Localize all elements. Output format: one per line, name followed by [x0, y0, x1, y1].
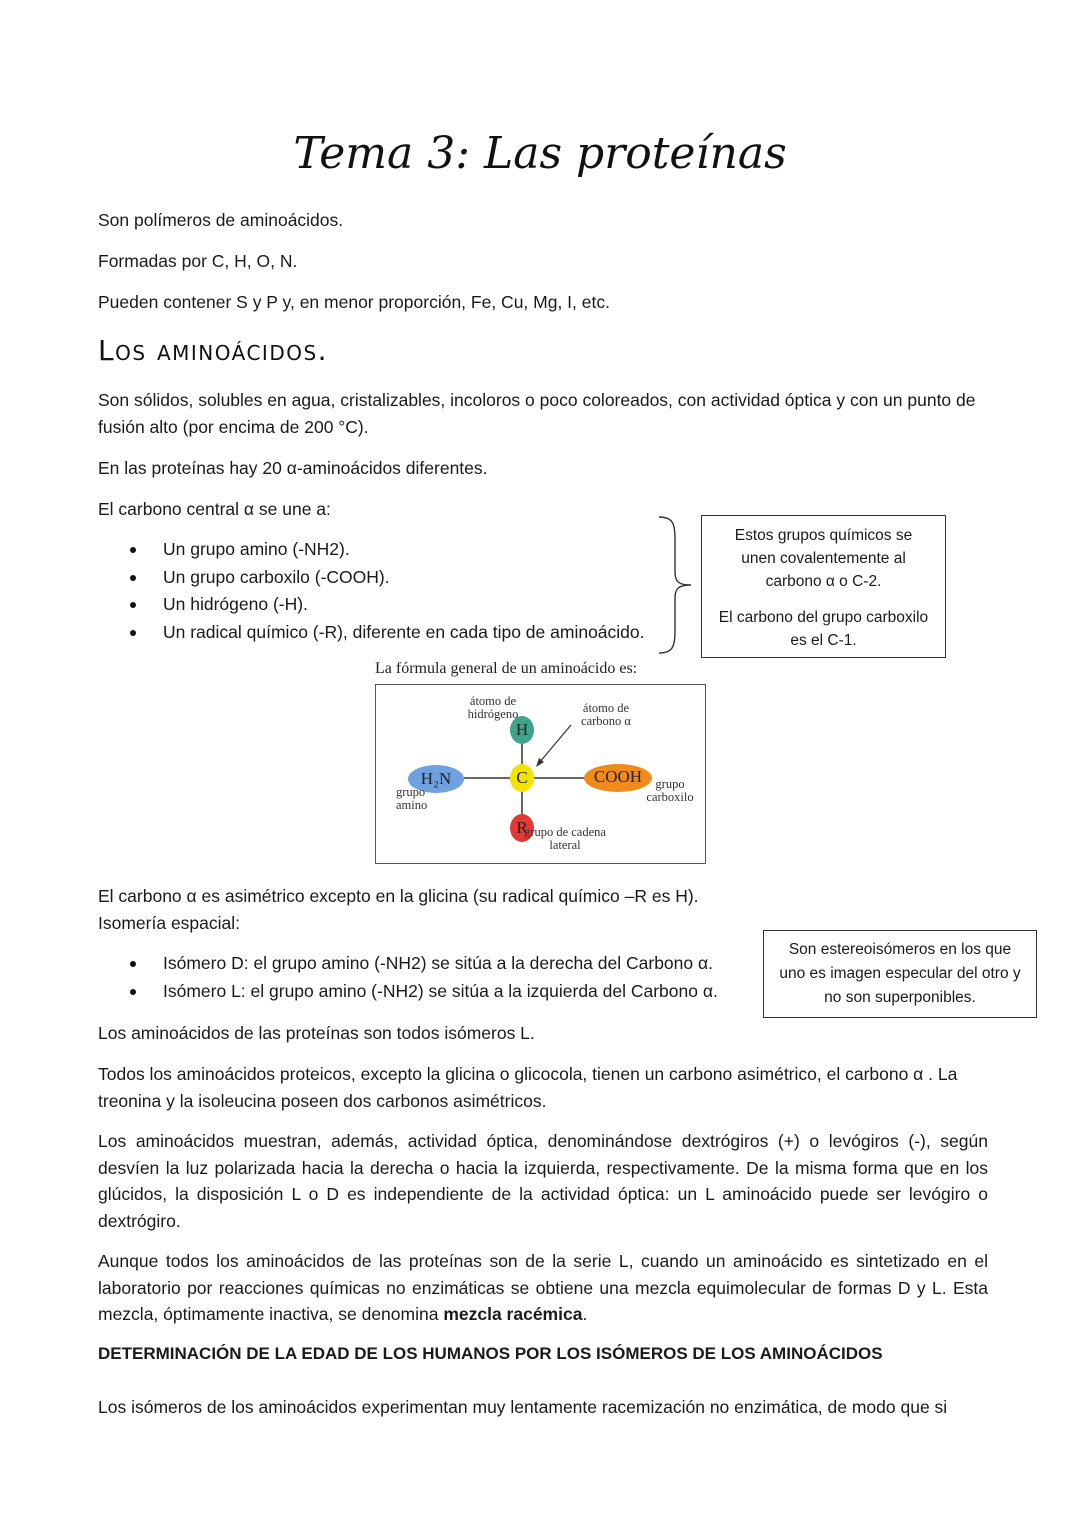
node-cooh-label: COOH [593, 767, 643, 786]
note-box-stereoisomers: Son estereoisómeros en los que uno es imagen especular del otro y no son superponibles. [763, 930, 1037, 1018]
list-item: Un radical químico (-R), diferente en cada tipo de aminoácido. [130, 619, 645, 647]
isomeria-paragraph-1: El carbono α es asimétrico excepto en la glicina (su radical químico –R es H). [98, 886, 699, 906]
intro-line-2: Formadas por C, H, O, N. [98, 251, 298, 271]
aminoacidos-paragraph-3: El carbono central α se une a: [98, 499, 331, 519]
section-heading-aminoacidos: Los aminoácidos. [98, 334, 329, 367]
note-text: El carbono del grupo carboxilo es el C-1. [718, 609, 929, 649]
intro-line-1: Son polímeros de aminoácidos. [98, 210, 344, 230]
list-item: Isómero D: el grupo amino (-NH2) se sitúa a la derecha del Carbono α. [130, 950, 718, 978]
curly-brace-icon [655, 514, 697, 656]
list-item: Isómero L: el grupo amino (-NH2) se sitúa a la izquierda del Carbono α. [130, 978, 718, 1006]
paragraph-text: . [582, 1304, 588, 1324]
node-c-label: C [516, 768, 528, 787]
node-r-label: R [516, 818, 528, 837]
label-carboxyl-group: grupo carboxilo [646, 777, 694, 804]
determinacion-heading: DETERMINACIÓN DE LA EDAD DE LOS HUMANOS POR LOS ISÓMEROS DE LOS AMINOÁCIDOS [98, 1344, 883, 1363]
isomeria-paragraph-5: Los aminoácidos muestran, además, actividad óptica, denominándose dextrógiros (+) o levógiros (-), según desvíen la luz polarizada hacia la derecha o hacia la izquierda, respectivamente. De la misma forma que en los glúcidos, la disposición L o D es independiente de la actividad óptica: un L aminoácido puede ser levógiro o dextrógiro. [98, 1131, 988, 1231]
note-text: Estos grupos químicos se unen covalentemente al carbono α o C-2. [734, 527, 913, 590]
intro-line-3: Pueden contener S y P y, en menor proporción, Fe, Cu, Mg, I, etc. [98, 292, 610, 312]
carbon-bonds-list [130, 536, 645, 646]
aminoacidos-paragraph-2: En las proteínas hay 20 α-aminoácidos diferentes. [98, 458, 488, 478]
isomeria-paragraph-6 [98, 1248, 988, 1328]
label-side-chain: grupo de cadena lateral [524, 825, 606, 852]
figure-caption: La fórmula general de un aminoácido es: [375, 660, 638, 677]
isomeria-paragraph-3: Los aminoácidos de las proteínas son todos isómeros L. [98, 1023, 535, 1043]
aminoacidos-paragraph-1: Son sólidos, solubles en agua, cristalizables, incoloros o poco coloreados, con actividad óptica y con un punto de fusión alto (por encima de 200 °C). [98, 390, 976, 437]
label-carbon-atom: átomo de carbono α [581, 701, 631, 728]
list-item: Un grupo carboxilo (-COOH). [130, 564, 645, 592]
label-amino-group: grupo amino [396, 785, 428, 812]
node-nh2-label: H₂N [420, 769, 452, 788]
page-title: Tema 3: Las proteínas [293, 128, 787, 179]
isomeria-paragraph-4: Todos los aminoácidos proteicos, excepto la glicina o glicocola, tienen un carbono asimétrico, el carbono α . La treonina y la isoleucina poseen dos carbonos asimétricos. [98, 1064, 958, 1111]
determinacion-paragraph-1: Los isómeros de los aminoácidos experimentan muy lentamente racemización no enzimática, de modo que si [98, 1397, 948, 1417]
label-hydrogen-atom: átomo de hidrógeno [467, 694, 519, 721]
amino-acid-formula-figure [375, 684, 706, 864]
isomer-list [130, 950, 718, 1005]
paragraph-text: Aunque todos los aminoácidos de las proteínas son de la serie L, cuando un aminoácido es sintetizado en el laboratorio por reacciones químicas no enzimáticas se obtiene una mezcla equimolecular de formas D y L. Esta mezcla, óptimamente inactiva, se denomina [98, 1251, 988, 1324]
node-h-label: H [515, 720, 529, 739]
list-item: Un grupo amino (-NH2). [130, 536, 645, 564]
list-item: Un hidrógeno (-H). [130, 591, 645, 619]
note-box-covalent [701, 515, 946, 658]
bold-term: mezcla racémica [443, 1304, 583, 1324]
isomeria-paragraph-2: Isomería espacial: [98, 913, 241, 933]
